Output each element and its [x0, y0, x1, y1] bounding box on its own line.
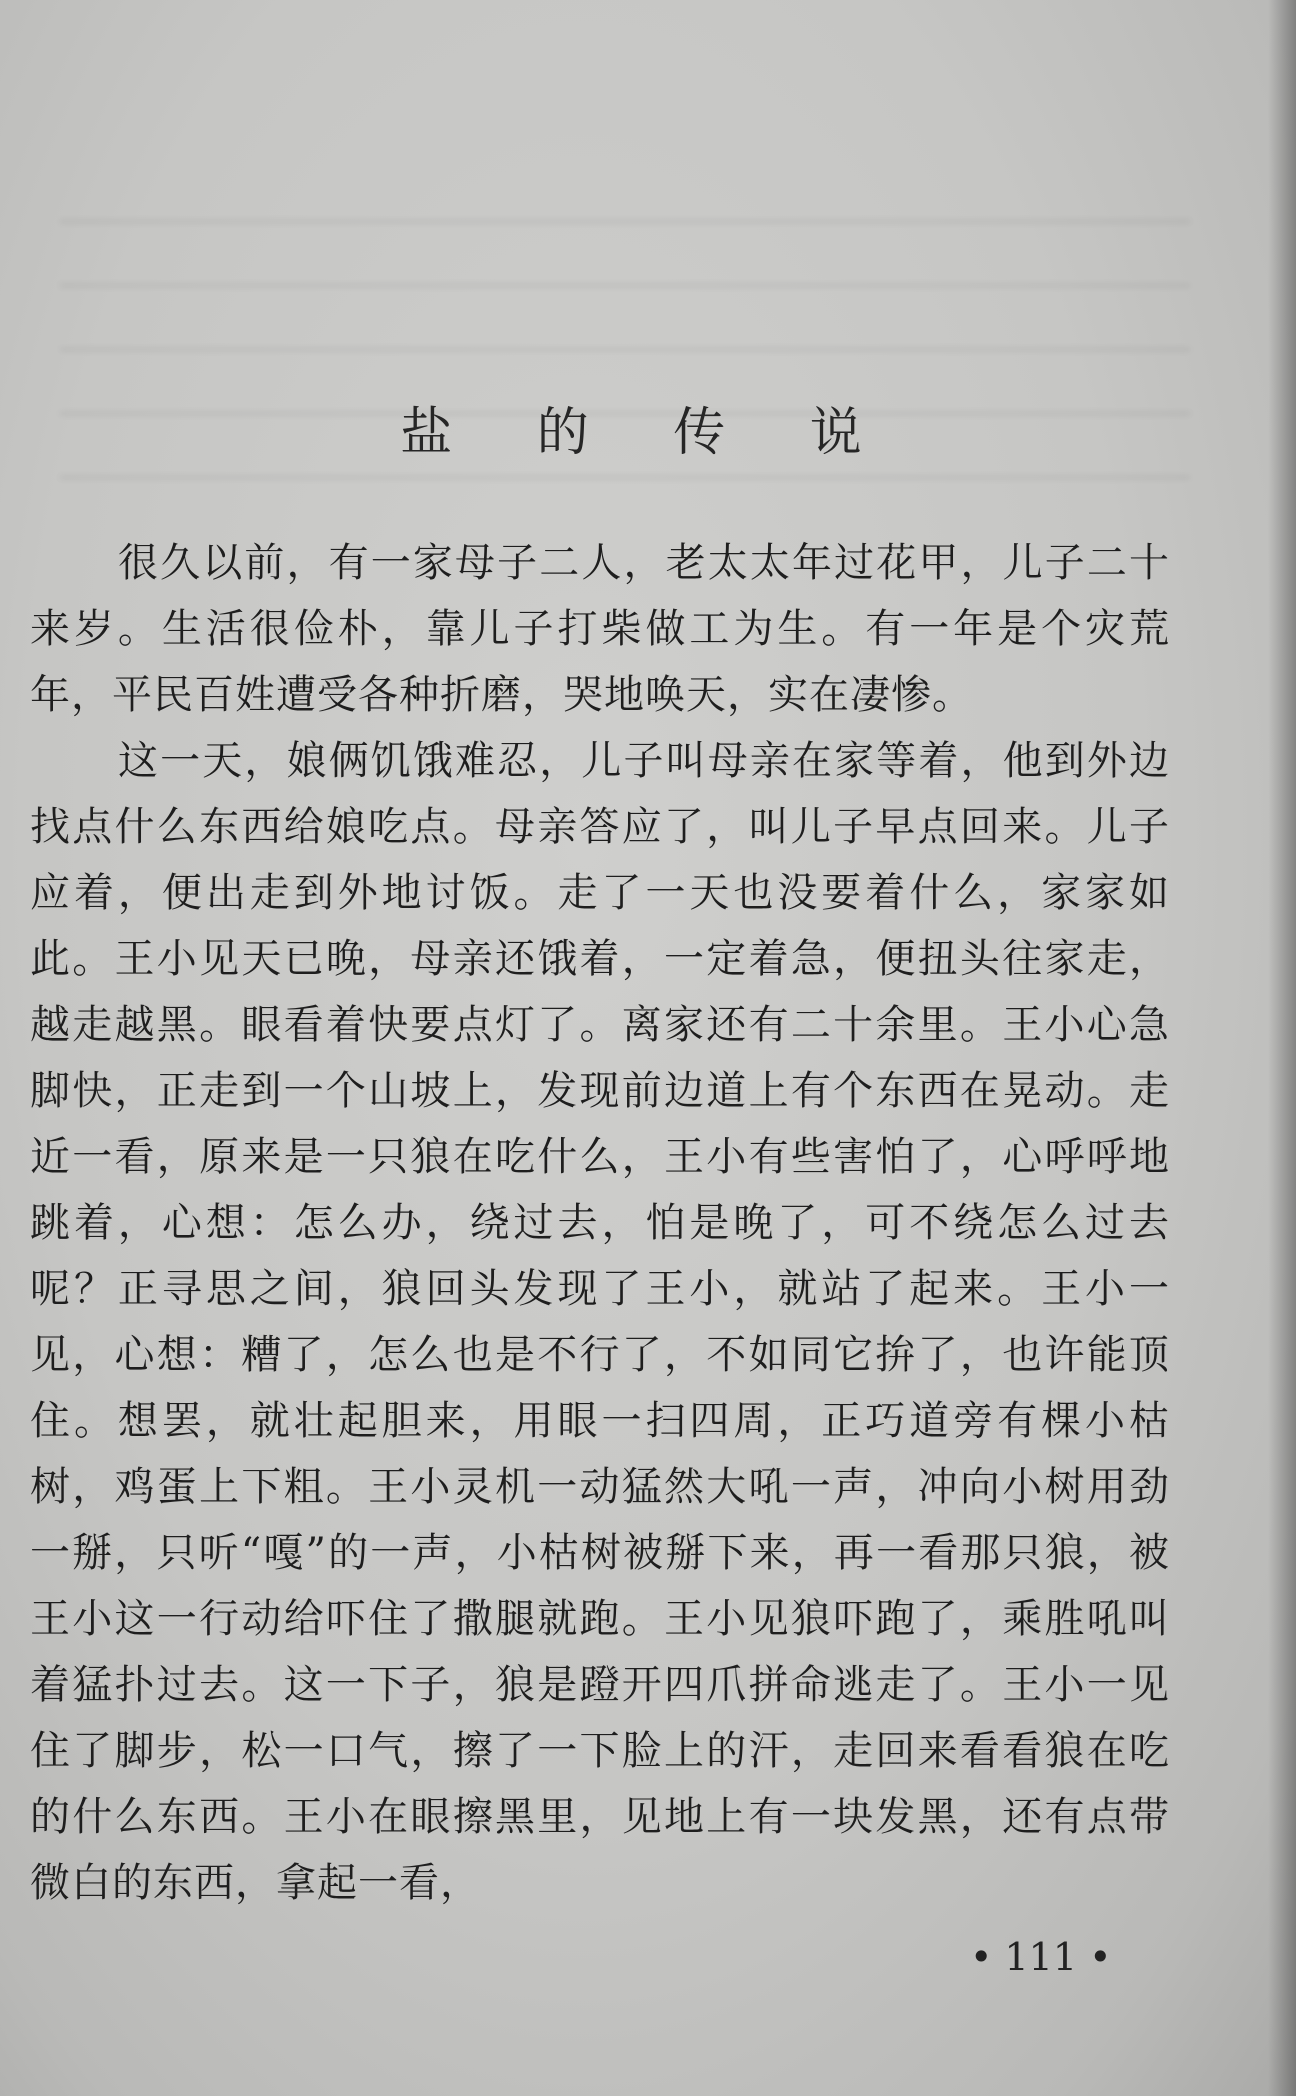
- paragraph: 很久以前，有一家母子二人，老太太年过花甲，儿子二十来岁。生活很俭朴，靠儿子打柴做工为生。有一年是个灾荒年，平民百姓遭受各种折磨，哭地唤天，实在凄惨。: [30, 540, 1170, 718]
- bleed-through-text: [60, 220, 1190, 540]
- body-text: [30, 530, 1170, 1916]
- page-edge-shadow: [1268, 0, 1296, 2096]
- page-number: • 111 •: [970, 1935, 1112, 1979]
- paragraph: 这一天，娘俩饥饿难忍，儿子叫母亲在家等着，他到外边找点什么东西给娘吃点。母亲答应了，叫儿子早点回来。儿子应着，便出走到外地讨饭。走了一天也没要着什么，家家如此。王小见天已晚，母亲还饿着，一定着急，便扭头往家走，越走越黑。眼看着快要点灯了。离家还有二十余里。王小心急脚快，正走到一个山坡上，发现前边道上有个东西在晃动。走近一看，原来是一只狼在吃什么，王小有些害怕了，心呼呼地跳着，心想：怎么办，绕过去，怕是晚了，可不绕怎么过去呢？正寻思之间，狼回头发现了王小，就站了起来。王小一见，心想：糟了，怎么也是不行了，不如同它拚了，也许能顶住。想罢，就壮起胆来，用眼一扫四周，正巧道旁有棵小枯树，鸡蛋上下粗。王小灵机一动猛然大吼一声，冲向小树用劲一掰，只听“嘎”的一声，小枯树被掰下来，再一看那只狼，被王小这一行动给吓住了撒腿就跑。王小见狼吓跑了，乘胜吼叫着猛扑过去。这一下子，狼是蹬开四爪拼命逃走了。王小一见住了脚步，松一口气，擦了一下脸上的汗，走回来看看狼在吃的什么东西。王小在眼擦黑里，见地上有一块发黑，还有点带微白的东西，拿起一看，: [30, 738, 1170, 1906]
- chapter-title: 盐 的 传 说: [400, 403, 896, 463]
